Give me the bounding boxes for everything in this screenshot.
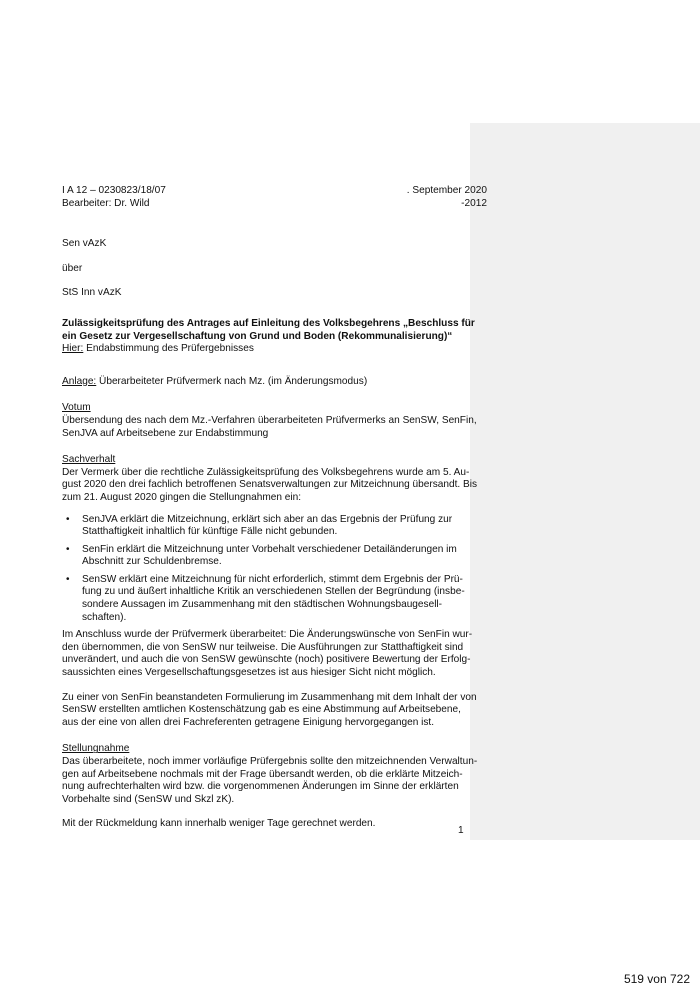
attachment [62,376,487,389]
document-page [62,185,487,831]
page-number: 1 [458,825,464,836]
paragraph-line: den übernommen, die von SenSW nur teilweise. Die Ausführungen zur Statthaftigkeit sind [62,641,464,653]
addressee-via: über [62,262,83,274]
statement-line: fung zu und äußert inhaltliche Kritik an verschiedenen Stellen der Begründung (insbe- [82,586,465,598]
sachverhalt-paragraph-3 [62,692,487,730]
sachverhalt-paragraph-2 [62,629,487,679]
addressee-to: Sen vAzK [62,238,107,250]
paragraph-line: Das überarbeitete, noch immer vorläufige Prüfergebnis sollte den mitzeichnenden Verwaltun- [62,756,478,767]
sachverhalt-section [62,454,487,729]
phone-extension: -2012 [461,197,487,209]
statement-line: SenJVA erklärt die Mitzeichnung, erklärt sich aber an das Ergebnis der Prüfung zur [82,513,453,525]
statement-item-senfin [62,544,487,569]
stellungnahme-section [62,743,487,831]
page-count-footer: 519 von 722 [623,972,690,986]
votum-line-1: Übersendung des nach dem Mz.-Verfahren überarbeiteten Prüfvermerks an SenSW, SenFin, [62,414,477,426]
addressee-secretary: StS Inn vAzK [62,287,122,299]
paragraph-line: Im Anschluss wurde der Prüfvermerk überarbeitet: Die Änderungswünsche von SenFin wur- [62,629,473,641]
statement-line: Abschnitt zur Schuldenbremse. [82,556,222,568]
bullet-icon: • [66,573,70,585]
attachment-text: Überarbeiteter Prüfvermerk nach Mz. (im Änderungsmodus) [96,375,368,387]
stellungnahme-heading: Stellungnahme [62,743,130,755]
statement-line: SenSW erklärt eine Mitzeichnung für nicht erforderlich, stimmt dem Ergebnis der Prü- [82,573,463,585]
statement-line: Statthaftigkeit inhaltlich für künftige Fälle nicht gebunden. [82,526,338,538]
paragraph-line: unverändert, und auch die von SenSW gewünschte (noch) positivere Bewertung der Erfolg- [62,654,471,666]
bullet-icon: • [66,543,70,555]
bullet-icon: • [66,513,70,525]
paragraph-line: Vorbehalte sind (SenSW und Skzl zK). [62,793,235,805]
reference-number: I A 12 – 0230823/18/07 [62,185,166,196]
statement-list [62,514,487,625]
subject-here [62,343,487,356]
stellungnahme-paragraph-2: Mit der Rückmeldung kann innerhalb weniger Tage gerechnet werden. [62,818,376,830]
statement-line: SenFin erklärt die Mitzeichnung unter Vorbehalt verschiedener Detailänderungen im [82,543,457,555]
sachverhalt-intro-line: zum 21. August 2020 gingen die Stellungnahmen ein: [62,491,302,503]
subject [62,318,487,356]
sachverhalt-intro-line: Der Vermerk über die rechtliche Zulässigkeitsprüfung des Volksbegehrens wurde am 5. Au- [62,466,470,478]
paragraph-line: Zu einer von SenFin beanstandeten Formulierung im Zusammenhang mit dem Inhalt der von [62,691,477,703]
document-date: . September 2020 [406,185,487,196]
attachment-label: Anlage: [62,375,97,387]
author: Bearbeiter: Dr. Wild [62,197,150,209]
here-label: Hier: [62,343,84,355]
paragraph-line: aus der eine von allen drei Fachreferenten getragene Einigung hervorgegangen ist. [62,716,435,728]
votum-line-2: SenJVA auf Arbeitsebene zur Endabstimmung [62,427,269,439]
statement-line: sondere Aussagen im Zusammenhang mit den städtischen Wohnungsbaugesell- [82,599,443,611]
comment-pane [470,123,700,840]
paragraph-line: SenSW erstellten amtlichen Kostenschätzung gab es eine Abstimmung auf Arbeitsebene, [62,704,461,716]
votum-section [62,402,487,440]
paragraph-line: saussichten eines Vergesellschaftungsgesetzes ist aus hiesiger Sicht nicht möglich. [62,667,436,679]
statement-item-senjva [62,514,487,539]
header-row-2 [62,198,487,211]
header-row-1 [62,185,487,198]
votum-heading: Votum [62,402,91,414]
statement-line: schaften). [82,611,127,623]
subject-title-line-2: ein Gesetz zur Vergesellschaftung von Grund und Boden (Rekommunalisierung)“ [62,330,453,342]
paragraph-line: gen auf Arbeitsebene nochmals mit der Frage übersandt werden, ob die erklärte Mitzeich- [62,768,463,780]
sachverhalt-heading: Sachverhalt [62,454,116,466]
sachverhalt-intro-line: gust 2020 den drei fachlich betroffenen Senatsverwaltungen zur Mitzeichnung übersandt. Bis [62,479,478,491]
subject-title-line-1: Zulässigkeitsprüfung des Antrages auf Einleitung des Volksbegehrens „Beschluss für [62,317,475,329]
here-text: Endabstimmung des Prüfergebnisses [83,343,254,355]
paragraph-line: nung aufrechterhalten wird bzw. die vorgenommenen Änderungen im Sinne der erklärten [62,781,459,793]
statement-item-sensw [62,574,487,624]
